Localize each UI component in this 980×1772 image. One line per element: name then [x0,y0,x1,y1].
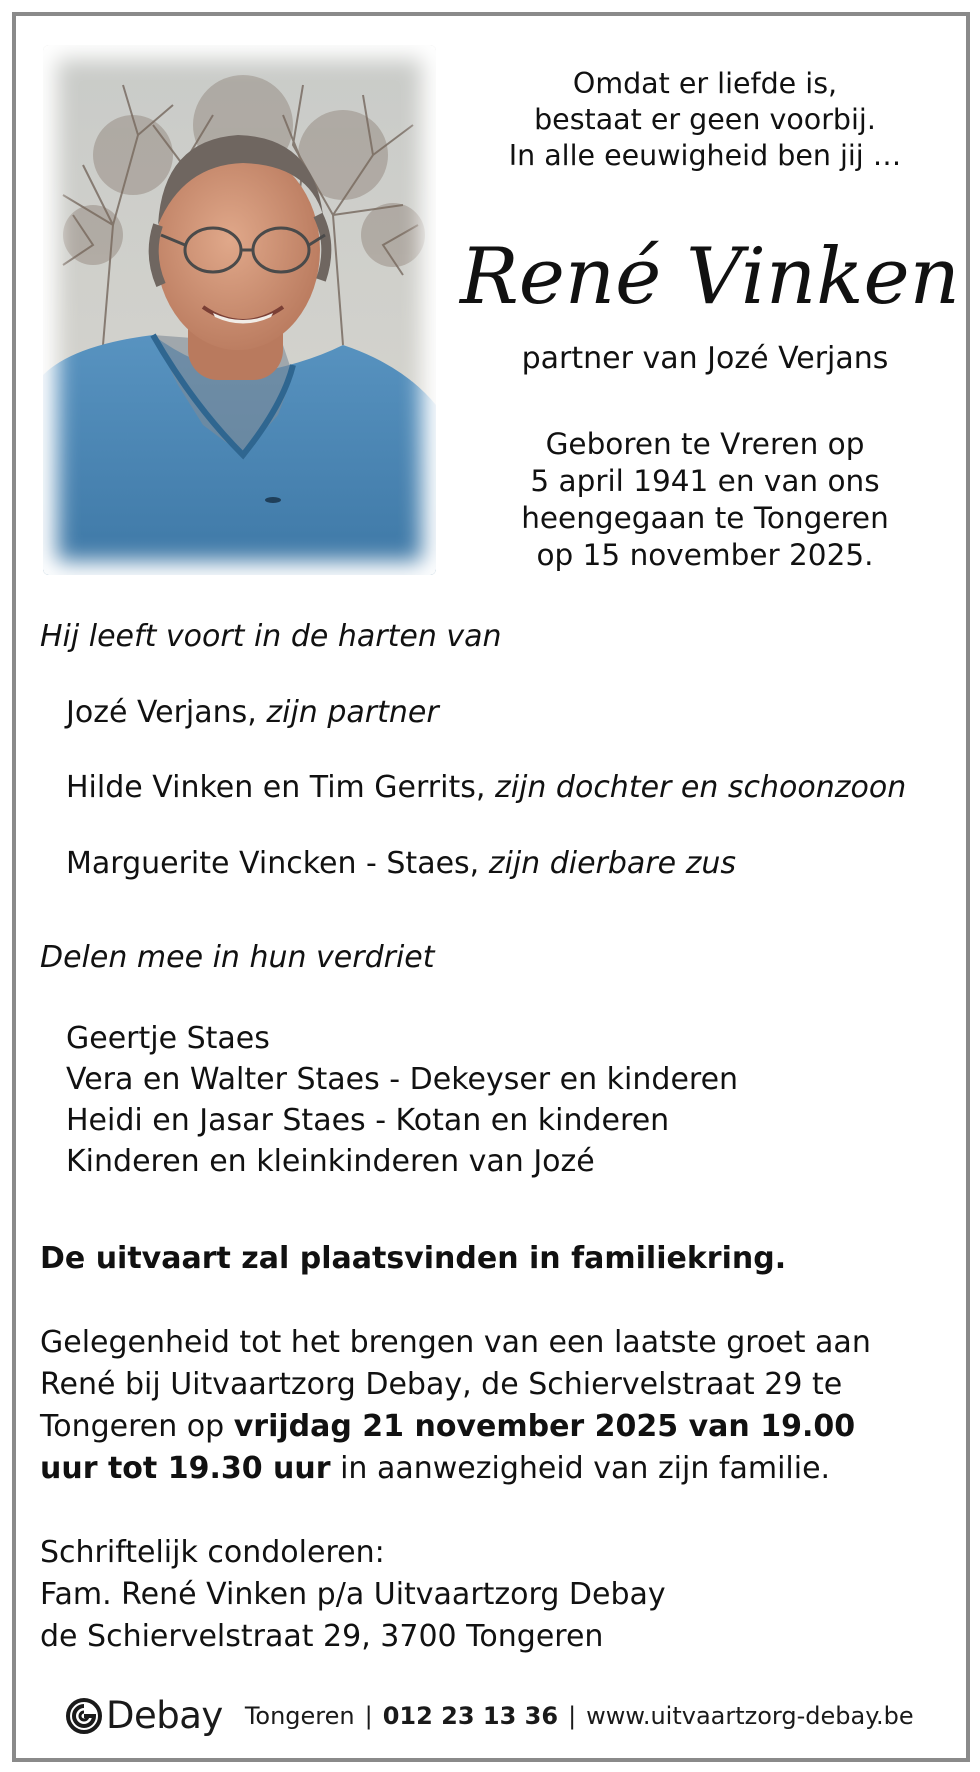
visitation-details [40,1322,940,1490]
relative-relation: zijn dierbare zus [488,846,737,881]
family-list-item: Vera en Walter Staes - Dekeyser en kinderen [66,1062,739,1097]
relative-line [66,843,736,885]
logo-text: Debay [106,1694,223,1737]
relative-line [66,767,906,809]
visit-date: vrijdag 21 november 2025 van 19.00 [233,1409,856,1444]
birth-line: Geboren te Vreren op [545,427,865,461]
relative-relation: zijn dochter en schoonzoon [494,770,907,805]
visit-line: René bij Uitvaartzorg Debay, de Schiervelstraat 29 te [40,1367,843,1402]
footer-city: Tongeren [244,1702,355,1730]
relative-relation: zijn partner [266,695,439,730]
sharing-heading: Delen mee in hun verdriet [40,940,435,975]
birth-line: heengegaan te Tongeren [521,501,889,535]
footer-phone: 012 23 13 36 [382,1702,559,1730]
relative-name: Hilde Vinken en Tim Gerrits, [66,770,486,805]
relative-line [66,692,439,734]
family-list-item: Kinderen en kleinkinderen van Jozé [66,1144,595,1179]
footer [66,1690,914,1742]
condolence-address [40,1532,666,1658]
visit-time: uur tot 19.30 uur [40,1451,331,1486]
footer-website: www.uitvaartzorg-debay.be [586,1702,914,1730]
partner-line: partner van Jozé Verjans [521,341,889,376]
birth-line: op 15 november 2025. [536,538,874,572]
relative-name: Marguerite Vincken - Staes, [66,846,480,881]
ceremony-notice: De uitvaart zal plaatsvinden in familiekring. [40,1241,787,1276]
portrait-image [43,45,436,575]
debay-logo-icon [66,1698,102,1734]
visit-line [40,1448,940,1490]
footer-separator: | [364,1702,373,1730]
poem-line: In alle eeuwigheid ben jij … [508,139,902,172]
birth-death-details [460,426,950,574]
poem-line: Omdat er liefde is, [572,67,838,100]
poem [460,66,950,174]
family-list-item: Geertje Staes [66,1021,270,1056]
visit-line [40,1406,940,1448]
poem-line: bestaat er geen voorbij. [534,103,876,136]
portrait-photo [43,45,436,575]
condolence-line: de Schiervelstraat 29, 3700 Tongeren [40,1619,604,1654]
visit-line: Gelegenheid tot het brengen van een laatste groet aan [40,1325,871,1360]
condolence-line: Fam. René Vinken p/a Uitvaartzorg Debay [40,1577,666,1612]
lives-on-heading: Hij leeft voort in de harten van [40,619,502,654]
deceased-name: René Vinken [460,232,960,322]
relative-name: Jozé Verjans, [66,695,257,730]
family-list-item: Heidi en Jasar Staes - Kotan en kinderen [66,1103,670,1138]
visit-text: in aanwezigheid van zijn familie. [330,1451,831,1486]
footer-separator: | [568,1702,577,1730]
birth-line: 5 april 1941 en van ons [530,464,880,498]
condolence-line: Schriftelijk condoleren: [40,1535,385,1570]
visit-text: Tongeren op [40,1409,234,1444]
family-list [66,1018,738,1182]
